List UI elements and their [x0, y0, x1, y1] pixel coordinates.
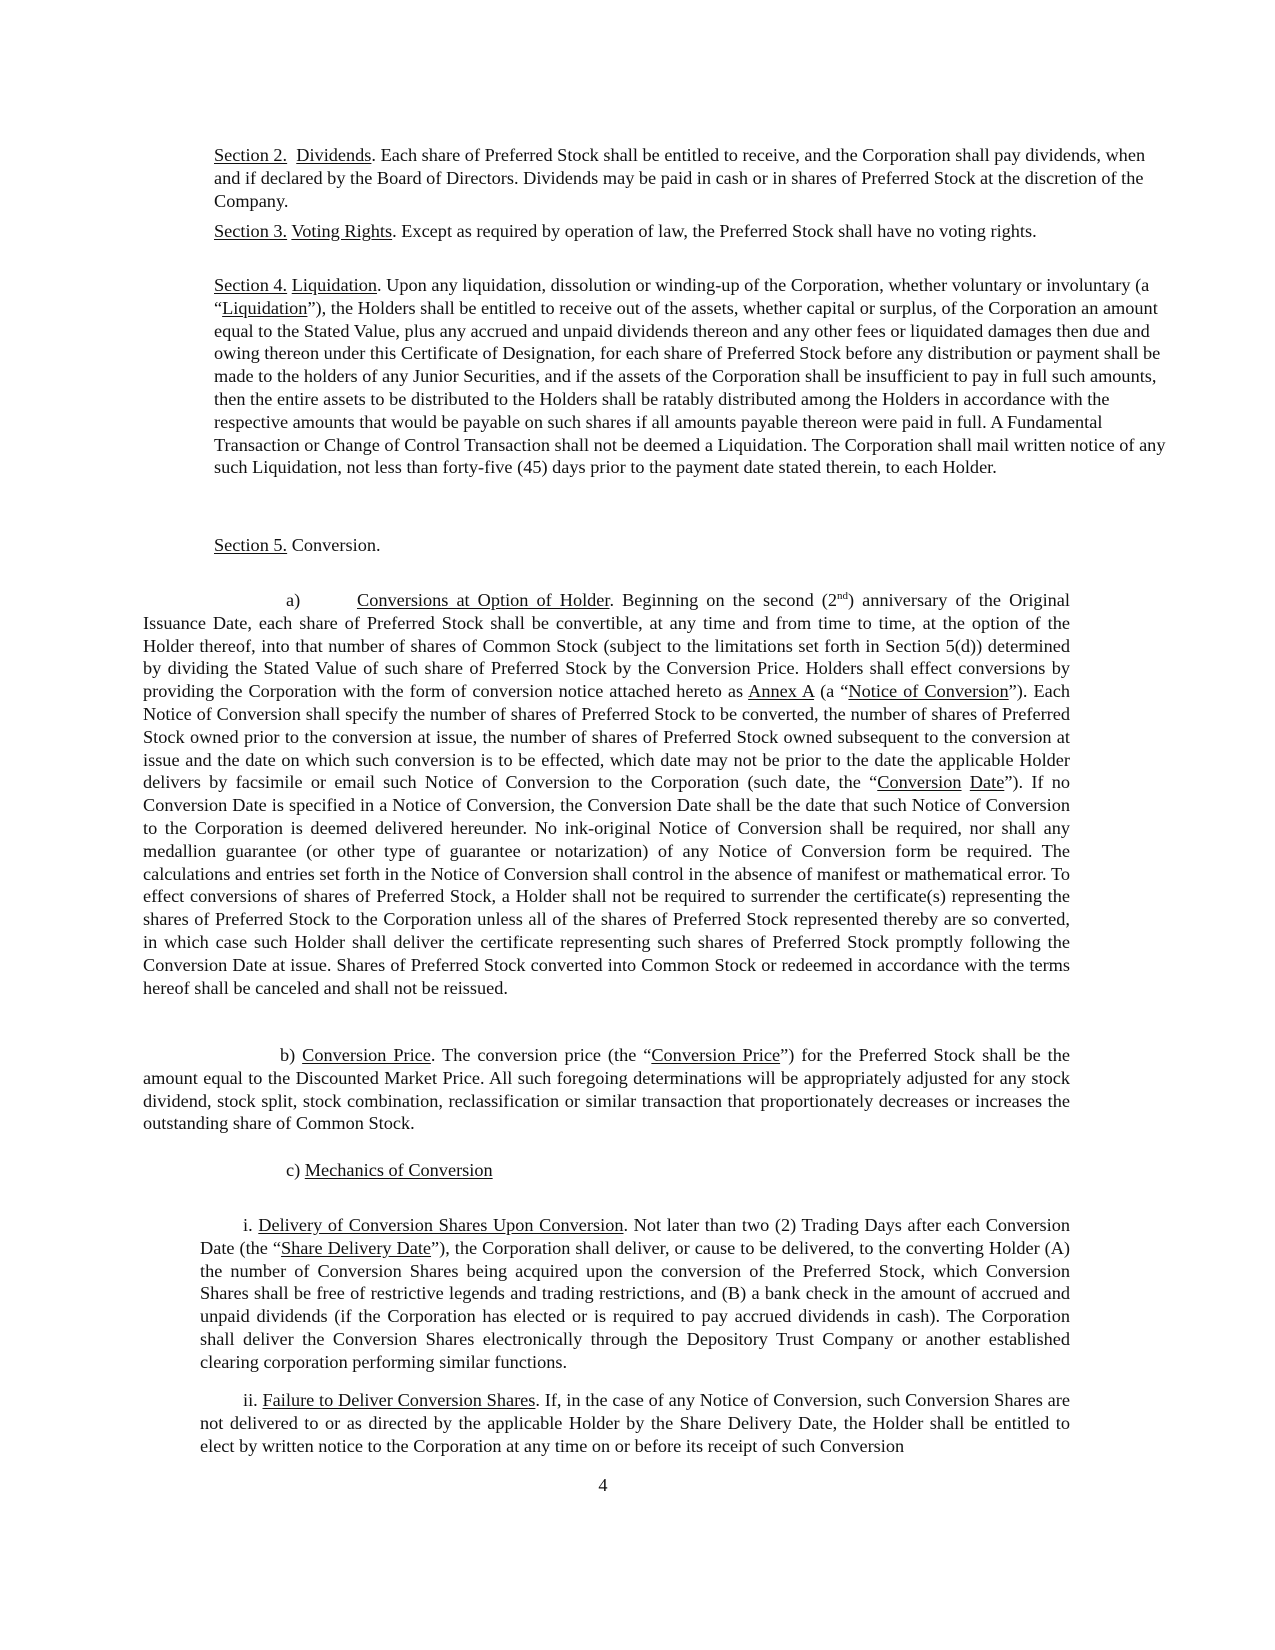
defined-term: Date [969, 772, 1005, 793]
paragraph-c-i-delivery [200, 1214, 1070, 1374]
section-title: Liquidation [291, 275, 378, 295]
item-text: ) anniversary of the Original Issuance Date, each share of Preferred Stock shall be convertible, at any time and from time to time, at the option of the Holder thereof, into that number of shares of Common Stock (subject to the limitations set forth in Section 5(d)) determined by dividing the Stated Value of such share of Preferred Stock by the Conversion Price. Holders shall effect conversions by providing the Corporation with the form of conversion notice attached hereto as [143, 590, 1070, 702]
item-label: b) [280, 1045, 296, 1065]
paragraph-a-conversions-at-option [143, 589, 1070, 999]
paragraph-c-ii-failure [200, 1389, 1070, 1457]
item-text: (a “ [814, 681, 849, 702]
item-text: ”). Each Notice of Conversion shall specify the number of shares of Preferred Stock to be converted, the number of shares of Preferred Stock owned prior to the conversion at issue, the number of shares of Preferred Stock owned subsequent to the conversion at issue and the date on which such conversion is to be effected, which date may not be prior to the date the applicable Holder delivers by facsimile or email such Notice of Conversion to the Corporation (such date, the “ [143, 681, 1070, 793]
annex-reference: Annex A [748, 681, 815, 702]
page-number: 4 [598, 1475, 608, 1495]
paragraph-c-mechanics [286, 1159, 493, 1182]
item-text: ”), the Corporation shall deliver, or cause to be delivered, to the converting Holder (A) the number of Conversion Shares being acquired upon the conversion of the Preferred Stock, which Conversion Shares shall be free of restrictive legends and trading restrictions, and (B) a bank check in the amount of accrued and unpaid dividends (if the Corporation has elected or is required to pay accrued dividends in cash). The Corporation shall deliver the Conversion Shares electronically through the Depository Trust Company or another established clearing corporation performing similar functions. [200, 1237, 1071, 1372]
item-text: . The conversion price (the “ [430, 1045, 652, 1065]
superscript: nd [837, 589, 849, 602]
section-text: . Each share of Preferred Stock shall be entitled to receive, and the Corporation shall pay dividends, when and if declared by the Board of Directors. Dividends may be paid in cash or in shares of Preferred Stock at the discretion of the Company. [214, 145, 1146, 211]
section-5-conversion [214, 534, 381, 557]
section-number: Section 5. [214, 535, 288, 555]
section-number: Section 3. [214, 221, 288, 241]
section-title: Conversion. [287, 535, 381, 555]
defined-term: Conversion Price [651, 1045, 781, 1065]
section-3-voting-rights [214, 220, 1176, 243]
item-title: Mechanics of Conversion [304, 1160, 493, 1180]
item-label: ii. [243, 1390, 258, 1410]
section-number: Section 4. [214, 275, 288, 295]
item-text: . Not later than two (2) Trading Days after each Conversion Date (the “ [200, 1215, 1071, 1258]
paragraph-b-conversion-price [143, 1044, 1070, 1135]
item-title: Failure to Deliver Conversion Shares [262, 1390, 536, 1410]
section-number: Section 2. [214, 145, 288, 165]
defined-term: Conversion [877, 772, 962, 793]
item-label: c) [286, 1160, 301, 1180]
item-text: . Beginning on the second (2 [609, 590, 838, 610]
section-text: . Upon any liquidation, dissolution or winding-up of the Corporation, whether voluntary or involuntary (a “ [214, 275, 1150, 318]
defined-term: Share Delivery Date [281, 1237, 432, 1258]
item-text: ”). If no Conversion Date is specified in a Notice of Conversion, the Conversion Date shall be the date that such Notice of Conversion to the Corporation is deemed delivered hereunder. No ink-original Notice of Conversion shall be required, nor shall any medallion guarantee (or other type of guarantee or notarization) of any Notice of Conversion form be required. The calculations and entries set forth in the Notice of Conversion shall control in the absence of manifest or mathematical error. To effect conversions of shares of Preferred Stock, a Holder shall not be required to surrender the certificate(s) representing the shares of Preferred Stock to the Corporation unless all of the shares of Preferred Stock represented thereby are so converted, in which case such Holder shall deliver the certificate representing such shares of Preferred Stock promptly following the Conversion Date at issue. Shares of Preferred Stock converted into Common Stock or redeemed in accordance with the terms hereof shall be canceled and shall not be reissued. [143, 772, 1071, 998]
item-title: Delivery of Conversion Shares Upon Conversion [258, 1215, 624, 1235]
item-text: ”) for the Preferred Stock shall be the amount equal to the Discounted Market Price. All such foregoing determinations will be appropriately adjusted for any stock dividend, stock split, stock combination, reclassification or similar transaction that proportionately decreases or increases the outstanding share of Common Stock. [143, 1045, 1070, 1134]
item-title: Conversion Price [302, 1045, 431, 1065]
section-text: . Except as required by operation of law, the Preferred Stock shall have no voting rights. [392, 221, 1037, 241]
section-4-liquidation [214, 274, 1176, 479]
defined-term: Liquidation [222, 297, 308, 318]
item-text: . If, in the case of any Notice of Conversion, such Conversion Shares are not delivered to or as directed by the applicable Holder by the Share Delivery Date, the Holder shall be entitled to elect by written notice to the Corporation at any time on or before its receipt of such Conversion [200, 1390, 1070, 1456]
section-text: ”), the Holders shall be entitled to receive out of the assets, whether capital or surplus, of the Corporation an amount equal to the Stated Value, plus any accrued and unpaid dividends thereon and any other fees or liquidated damages then due and owing thereon under this Certificate of Designation, for each share of Preferred Stock before any distribution or payment shall be made to the holders of any Junior Securities, and if the assets of the Corporation shall be insufficient to pay in full such amounts, then the entire assets to be distributed to the Holders shall be ratably distributed among the Holders in accordance with the respective amounts that would be payable on such shares if all amounts payable thereon were paid in full. A Fundamental Transaction or Change of Control Transaction shall not be deemed a Liquidation. The Corporation shall mail written notice of any such Liquidation, not less than forty-five (45) days prior to the payment date stated therein, to each Holder. [214, 297, 1166, 478]
item-title: Conversions at Option of Holder [357, 590, 610, 610]
section-title: Dividends [296, 145, 372, 165]
section-2-dividends [214, 144, 1176, 212]
section-title: Voting Rights [291, 221, 393, 241]
item-label: a) [286, 590, 301, 610]
item-label: i. [243, 1215, 253, 1235]
defined-term: Notice of Conversion [848, 681, 1009, 702]
